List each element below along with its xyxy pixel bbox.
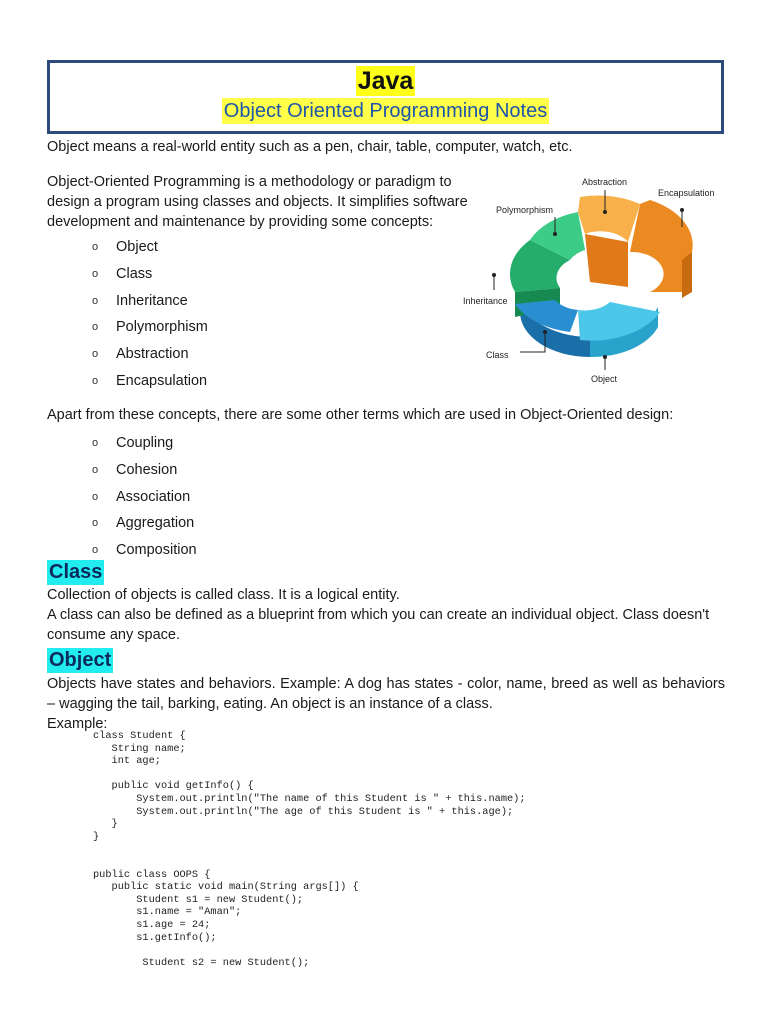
concepts-list: [92, 234, 208, 394]
diagram-label-inheritance: Inheritance: [463, 296, 508, 306]
bullet-icon: o: [92, 294, 99, 307]
bullet-icon: o: [92, 544, 99, 557]
bullet-icon: o: [92, 517, 99, 530]
page-subtitle: Object Oriented Programming Notes: [223, 100, 548, 122]
list-item: o Inheritance: [92, 292, 188, 309]
list-item: o Cohesion: [92, 462, 178, 479]
other-terms-intro: Apart from these concepts, there are some other terms which are used in Object-Oriented design:: [47, 407, 674, 423]
list-item: o Class: [92, 266, 153, 283]
diagram-label-polymorphism: Polymorphism: [496, 205, 554, 215]
bullet-icon: o: [92, 464, 99, 477]
bullet-icon: o: [92, 348, 99, 361]
page-title: Java: [357, 67, 414, 95]
list-item: o Composition: [92, 542, 197, 559]
class-heading: Class: [49, 561, 103, 583]
oops-concepts-diagram: [460, 172, 730, 392]
bullet-icon: o: [92, 437, 99, 450]
diagram-label-class: Class: [486, 350, 509, 360]
encapsulation-segment-side: [682, 252, 692, 298]
list-item: o Coupling: [92, 435, 174, 452]
list-item: o Encapsulation: [92, 372, 208, 389]
list-item: o Association: [92, 488, 191, 505]
bullet-icon: o: [92, 241, 99, 254]
diagram-label-abstraction: Abstraction: [582, 177, 628, 187]
bullet-icon: o: [92, 321, 99, 334]
object-definition: Object means a real-world entity such as a pen, chair, table, computer, watch, etc.: [47, 139, 573, 155]
object-heading: Object: [49, 649, 112, 671]
list-item: o Polymorphism: [92, 319, 208, 336]
class-description: Collection of objects is called class. It is a logical entity. A class can also be defined as a blueprint from which you can create an individual object. Class doesn't consume any space.: [47, 587, 710, 643]
oop-definition: Object-Oriented Programming is a methodology or paradigm to design a program using classes and objects. It simplifies software development and maintenance by providing some concepts:: [47, 174, 468, 230]
list-item: o Abstraction: [92, 346, 189, 363]
bullet-icon: o: [92, 374, 99, 387]
other-terms-list: [92, 430, 197, 563]
abstraction-segment-side: [585, 234, 628, 287]
list-item: o Object: [92, 239, 158, 256]
diagram-label-object: Object: [591, 374, 618, 384]
list-item: o Aggregation: [92, 515, 195, 532]
bullet-icon: o: [92, 268, 99, 281]
title-box: [47, 60, 724, 134]
object-description: Objects have states and behaviors. Example: A dog has states - color, name, breed as well as behaviors – wagging the tail, barking, eating. An object is an instance of a class. Example:: [47, 676, 725, 732]
diagram-label-encapsulation: Encapsulation: [658, 188, 715, 198]
code-example: class Student { String name; int age; public void getInfo() { System.out.println("The name of this Student is " + this.name); System.out.println("The age of this Student is " + this.age); } } public class OOPS { public static void main(String args[]) { Student s1 = new Student(); s1.name = "Aman"; s1.age = 24; s1.getInfo(); Student s2 = new Student();: [93, 730, 526, 969]
bullet-icon: o: [92, 490, 99, 503]
